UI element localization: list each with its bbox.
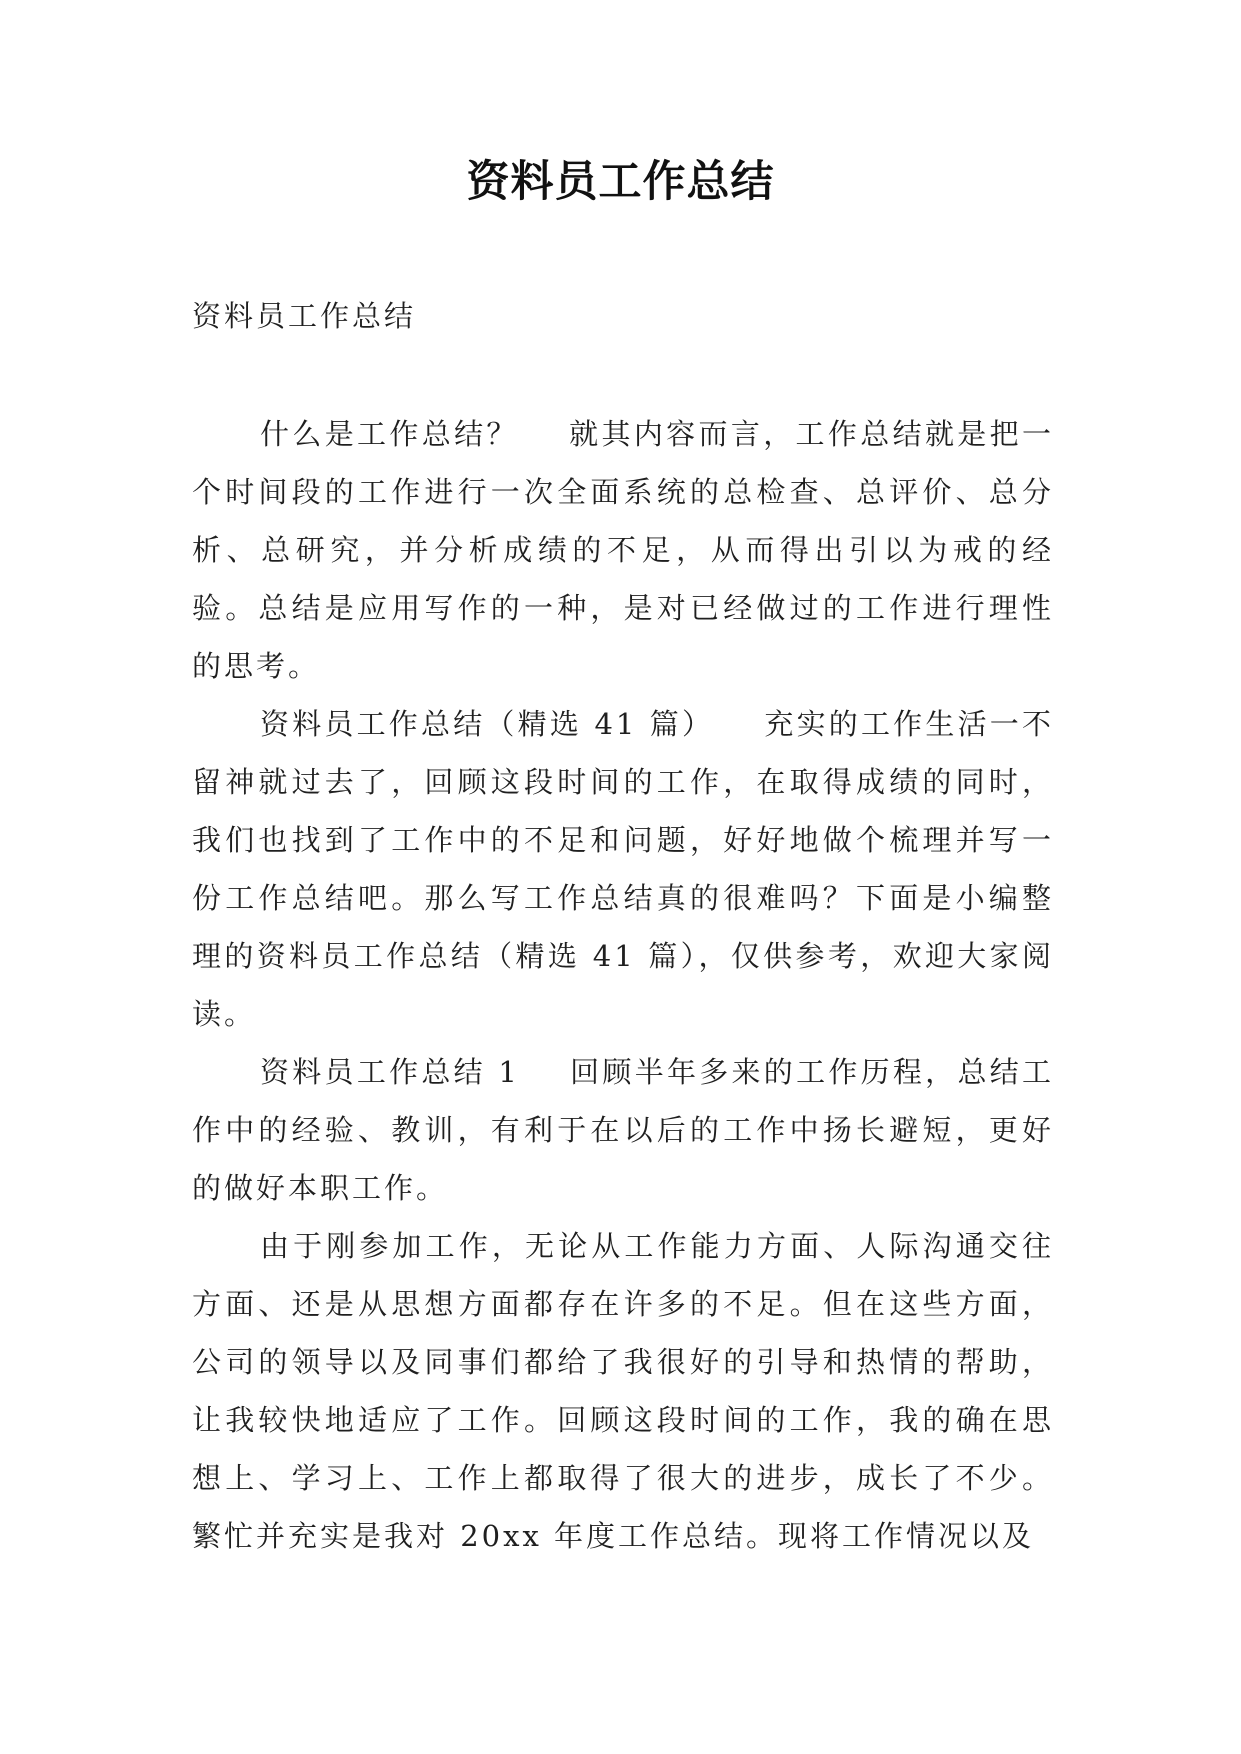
paragraph-1-text: 就其内容而言，工作总结就是把一个时间段的工作进行一次全面系统的总检查、总评价、总分析、总研究，并分析成绩的不足，从而得出引以为戒的经验。总结是应用写作的一种，是对已经做过的工作进行理性的思考。 <box>192 417 1054 683</box>
paragraph-2 <box>192 695 1054 1043</box>
paragraph-1-lead: 什么是工作总结？ <box>260 417 519 451</box>
document-subtitle: 资料员工作总结 <box>192 299 417 333</box>
paragraph-4-text: 由于刚参加工作，无论从工作能力方面、人际沟通交往方面、还是从思想方面都存在许多的不足。但在这些方面，公司的领导以及同事们都给了我很好的引导和热情的帮助，让我较快地适应了工作。回顾这段时间的工作，我的确在思想上、学习上、工作上都取得了很大的进步，成长了不少。繁忙并充实是我对 20xx 年度工作总结。现将工作情况以及 <box>192 1229 1054 1553</box>
paragraph-3 <box>192 1043 1054 1217</box>
paragraph-4 <box>192 1217 1054 1565</box>
document-body <box>192 405 1054 1565</box>
paragraph-1 <box>192 405 1054 695</box>
document-title: 资料员工作总结 <box>466 157 775 207</box>
paragraph-2-lead: 资料员工作总结（精选 41 篇） <box>260 707 715 741</box>
paragraph-3-lead: 资料员工作总结 1 <box>260 1055 520 1089</box>
paragraph-2-text: 充实的工作生活一不留神就过去了，回顾这段时间的工作，在取得成绩的同时，我们也找到了工作中的不足和问题，好好地做个梳理并写一份工作总结吧。那么写工作总结真的很难吗？下面是小编整理的资料员工作总结（精选 41 篇），仅供参考，欢迎大家阅读。 <box>192 707 1054 1031</box>
paragraph-3-text: 回顾半年多来的工作历程，总结工作中的经验、教训，有利于在以后的工作中扬长避短，更好的做好本职工作。 <box>192 1055 1054 1205</box>
